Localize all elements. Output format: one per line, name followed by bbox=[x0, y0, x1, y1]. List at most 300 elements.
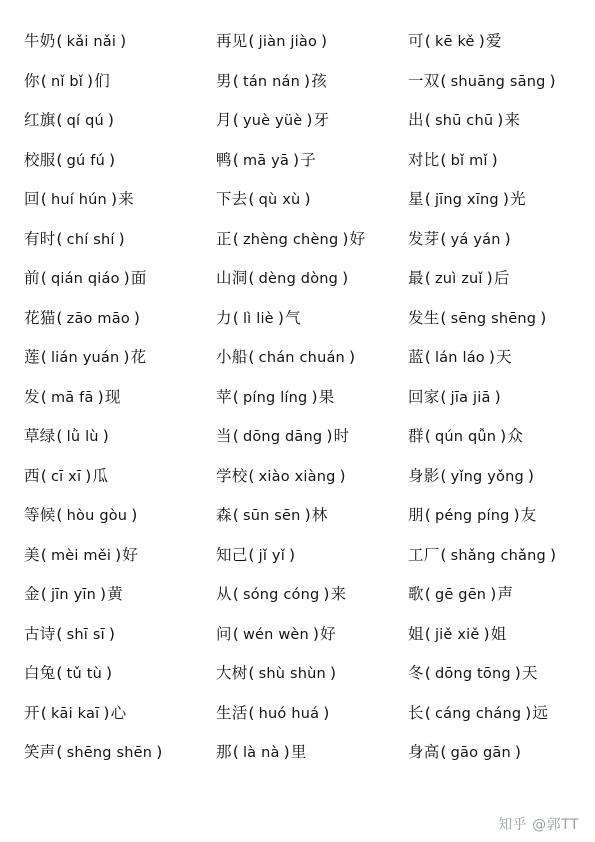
open-bracket: ( bbox=[232, 427, 239, 445]
chars-before: 朋 bbox=[408, 506, 424, 524]
worksheet-row bbox=[0, 575, 595, 615]
open-bracket: ( bbox=[232, 150, 239, 169]
chars-after: 时 bbox=[333, 427, 350, 445]
worksheet-row bbox=[0, 180, 595, 220]
pinyin-choices: sēng shēng bbox=[450, 310, 537, 327]
pinyin-choices: zuì zuǐ bbox=[434, 271, 483, 287]
word-item bbox=[24, 615, 116, 655]
open-bracket: ( bbox=[248, 269, 255, 287]
close-bracket: ) bbox=[497, 111, 504, 129]
open-bracket: ( bbox=[440, 308, 447, 327]
open-bracket: ( bbox=[424, 111, 431, 129]
word-item bbox=[24, 733, 163, 773]
word-item bbox=[24, 457, 108, 497]
chars-before: 西 bbox=[24, 466, 40, 485]
word-item bbox=[408, 62, 557, 102]
chars-before: 身高 bbox=[408, 743, 440, 761]
pinyin-choices: lì liè bbox=[242, 310, 274, 327]
open-bracket: ( bbox=[56, 743, 63, 761]
pinyin-choices: shū chū bbox=[434, 113, 494, 129]
close-bracket: ) bbox=[504, 229, 511, 248]
pinyin-choices: dōng dāng bbox=[242, 429, 323, 445]
open-bracket: ( bbox=[56, 624, 63, 643]
open-bracket: ( bbox=[440, 466, 447, 485]
chars-after: 光 bbox=[510, 190, 526, 208]
chars-after: 气 bbox=[285, 308, 301, 327]
worksheet-row bbox=[0, 496, 595, 536]
close-bracket: ) bbox=[277, 308, 285, 327]
close-bracket: ) bbox=[115, 545, 122, 564]
chars-after: 好 bbox=[349, 229, 366, 248]
word-item bbox=[24, 575, 123, 615]
chars-after: 后 bbox=[493, 269, 510, 287]
close-bracket: ) bbox=[494, 387, 501, 406]
word-item bbox=[216, 417, 349, 457]
chars-before: 正 bbox=[216, 229, 232, 248]
open-bracket: ( bbox=[424, 269, 431, 287]
open-bracket: ( bbox=[40, 348, 47, 366]
word-item bbox=[408, 496, 536, 536]
open-bracket: ( bbox=[232, 743, 239, 761]
worksheet-row bbox=[0, 615, 595, 655]
open-bracket: ( bbox=[440, 229, 447, 248]
chars-before: 有时 bbox=[24, 229, 56, 248]
pinyin-choices: cáng cháng bbox=[434, 705, 522, 722]
chars-before: 知己 bbox=[216, 545, 248, 564]
chars-after: 友 bbox=[520, 506, 537, 524]
open-bracket: ( bbox=[232, 506, 239, 524]
word-item bbox=[408, 259, 510, 299]
close-bracket: ) bbox=[329, 664, 337, 682]
close-bracket: ) bbox=[488, 348, 496, 366]
chars-before: 群 bbox=[408, 427, 424, 445]
close-bracket: ) bbox=[306, 111, 313, 129]
word-item bbox=[216, 180, 312, 220]
chars-after: 林 bbox=[311, 506, 328, 524]
pinyin-choices: nǐ bǐ bbox=[50, 73, 84, 90]
chars-after: 声 bbox=[497, 585, 514, 603]
open-bracket: ( bbox=[248, 703, 255, 722]
pinyin-choices: là nà bbox=[242, 745, 280, 761]
word-item bbox=[408, 417, 523, 457]
pinyin-choices: dōng tōng bbox=[434, 666, 511, 682]
open-bracket: ( bbox=[40, 545, 47, 564]
word-item bbox=[24, 62, 110, 102]
close-bracket: ) bbox=[288, 545, 296, 564]
pinyin-choices: kǎi nǎi bbox=[66, 34, 117, 50]
pinyin-choices: mèi měi bbox=[50, 547, 112, 564]
word-item bbox=[24, 220, 126, 260]
word-item bbox=[216, 575, 346, 615]
close-bracket: ) bbox=[549, 545, 557, 564]
word-item bbox=[408, 180, 526, 220]
word-item bbox=[216, 378, 334, 418]
word-item bbox=[216, 654, 337, 694]
word-item bbox=[216, 141, 316, 181]
open-bracket: ( bbox=[424, 664, 431, 682]
word-item bbox=[216, 220, 365, 260]
word-item bbox=[216, 694, 330, 734]
close-bracket: ) bbox=[514, 664, 522, 682]
chars-before: 从 bbox=[216, 585, 232, 603]
word-item bbox=[216, 22, 328, 62]
worksheet-row bbox=[0, 733, 595, 773]
pinyin-choices: jīn yīn bbox=[50, 587, 97, 603]
watermark: 知乎 @郭TT bbox=[498, 817, 579, 833]
chars-before: 身影 bbox=[408, 466, 440, 485]
chars-before: 山洞 bbox=[216, 269, 248, 287]
chars-after: 子 bbox=[300, 150, 316, 169]
word-item bbox=[216, 536, 296, 576]
pinyin-choices: kē kě bbox=[434, 34, 475, 50]
pinyin-choices: mā fā bbox=[50, 389, 94, 406]
open-bracket: ( bbox=[424, 32, 431, 50]
close-bracket: ) bbox=[120, 32, 127, 50]
word-item bbox=[216, 299, 301, 339]
close-bracket: ) bbox=[312, 624, 320, 643]
close-bracket: ) bbox=[326, 427, 333, 445]
pinyin-choices: jīng xīng bbox=[434, 192, 499, 208]
chars-before: 大树 bbox=[216, 664, 248, 682]
worksheet-row bbox=[0, 457, 595, 497]
open-bracket: ( bbox=[440, 743, 447, 761]
pinyin-choices: xiào xiàng bbox=[258, 468, 336, 485]
close-bracket: ) bbox=[123, 269, 130, 287]
pinyin-choices: huí hún bbox=[50, 192, 107, 208]
chars-after: 好 bbox=[320, 624, 336, 643]
chars-before: 白兔 bbox=[24, 664, 56, 682]
chars-after: 爱 bbox=[485, 32, 502, 50]
chars-after: 孩 bbox=[311, 71, 327, 90]
open-bracket: ( bbox=[424, 427, 431, 445]
pinyin-choices: qián qiáo bbox=[50, 271, 120, 287]
pinyin-choices: gāo gān bbox=[450, 745, 511, 761]
word-item bbox=[24, 259, 147, 299]
chars-before: 歌 bbox=[408, 585, 424, 603]
open-bracket: ( bbox=[56, 308, 63, 327]
open-bracket: ( bbox=[424, 703, 431, 722]
close-bracket: ) bbox=[486, 269, 493, 287]
open-bracket: ( bbox=[424, 624, 431, 643]
pinyin-choices: píng líng bbox=[242, 389, 308, 406]
open-bracket: ( bbox=[248, 190, 255, 208]
pinyin-choices: jǐ yǐ bbox=[258, 547, 285, 564]
chars-before: 校服 bbox=[24, 150, 56, 169]
close-bracket: ) bbox=[304, 506, 311, 524]
chars-before: 鸭 bbox=[216, 150, 232, 169]
open-bracket: ( bbox=[40, 585, 47, 603]
worksheet-row bbox=[0, 536, 595, 576]
close-bracket: ) bbox=[323, 585, 330, 603]
pinyin-choices: lián yuán bbox=[50, 350, 120, 366]
close-bracket: ) bbox=[339, 466, 346, 485]
worksheet-row bbox=[0, 654, 595, 694]
chars-before: 回 bbox=[24, 190, 40, 208]
word-item bbox=[408, 378, 502, 418]
word-item bbox=[24, 654, 113, 694]
open-bracket: ( bbox=[248, 32, 255, 50]
word-item bbox=[408, 694, 548, 734]
word-item bbox=[24, 101, 115, 141]
open-bracket: ( bbox=[232, 308, 239, 327]
word-item bbox=[24, 299, 141, 339]
close-bracket: ) bbox=[514, 743, 522, 761]
worksheet-row bbox=[0, 259, 595, 299]
close-bracket: ) bbox=[108, 150, 116, 169]
close-bracket: ) bbox=[110, 190, 118, 208]
close-bracket: ) bbox=[107, 111, 115, 129]
close-bracket: ) bbox=[100, 585, 107, 603]
word-item bbox=[216, 338, 356, 378]
close-bracket: ) bbox=[483, 624, 490, 643]
pinyin-choices: shǎng chǎng bbox=[450, 547, 546, 564]
pinyin-choices: huó huá bbox=[258, 705, 320, 722]
chars-before: 你 bbox=[24, 71, 40, 90]
word-item bbox=[216, 733, 307, 773]
pinyin-choices: mā yā bbox=[242, 152, 290, 169]
worksheet-row bbox=[0, 378, 595, 418]
close-bracket: ) bbox=[478, 32, 485, 50]
open-bracket: ( bbox=[56, 506, 63, 524]
pinyin-choices: sóng cóng bbox=[242, 587, 320, 603]
chars-before: 发 bbox=[24, 387, 40, 406]
word-item bbox=[24, 694, 126, 734]
chars-before: 生活 bbox=[216, 703, 248, 722]
word-item bbox=[408, 299, 547, 339]
word-item bbox=[24, 180, 134, 220]
pinyin-choices: shī sī bbox=[66, 626, 105, 643]
pinyin-choices: shù shùn bbox=[258, 666, 326, 682]
chars-before: 花猫 bbox=[24, 308, 56, 327]
open-bracket: ( bbox=[424, 585, 431, 603]
close-bracket: ) bbox=[283, 743, 290, 761]
pinyin-choices: wén wèn bbox=[242, 626, 309, 643]
word-item bbox=[216, 457, 347, 497]
chars-after: 黄 bbox=[107, 585, 123, 603]
word-item bbox=[408, 733, 522, 773]
worksheet-row bbox=[0, 101, 595, 141]
open-bracket: ( bbox=[56, 229, 63, 248]
chars-after: 来 bbox=[118, 190, 134, 208]
chars-before: 再见 bbox=[216, 32, 248, 50]
chars-before: 美 bbox=[24, 545, 40, 564]
close-bracket: ) bbox=[108, 624, 116, 643]
word-item bbox=[408, 457, 535, 497]
word-item bbox=[216, 101, 329, 141]
chars-before: 出 bbox=[408, 111, 424, 129]
pinyin-choices: kāi kaī bbox=[50, 705, 100, 722]
close-bracket: ) bbox=[502, 190, 510, 208]
word-item bbox=[216, 62, 327, 102]
open-bracket: ( bbox=[232, 71, 239, 90]
worksheet-row bbox=[0, 220, 595, 260]
chars-before: 当 bbox=[216, 427, 232, 445]
word-item bbox=[408, 101, 520, 141]
chars-after: 们 bbox=[94, 71, 110, 90]
chars-after: 好 bbox=[122, 545, 139, 564]
pinyin-choices: lǜ lù bbox=[66, 429, 99, 445]
open-bracket: ( bbox=[232, 387, 239, 406]
chars-before: 红旗 bbox=[24, 111, 56, 129]
chars-before: 莲 bbox=[24, 348, 40, 366]
chars-before: 一双 bbox=[408, 71, 440, 90]
worksheet-row bbox=[0, 694, 595, 734]
open-bracket: ( bbox=[56, 150, 63, 169]
open-bracket: ( bbox=[440, 545, 447, 564]
chars-after: 远 bbox=[532, 703, 549, 722]
word-item bbox=[408, 615, 506, 655]
chars-after: 心 bbox=[110, 703, 127, 722]
pinyin-choices: zāo māo bbox=[66, 310, 130, 327]
close-bracket: ) bbox=[323, 703, 330, 722]
word-item bbox=[216, 615, 336, 655]
chars-after: 姐 bbox=[490, 624, 507, 643]
pinyin-choices: yuè yüè bbox=[242, 113, 303, 129]
pinyin-choices: péng píng bbox=[434, 508, 510, 524]
chars-before: 男 bbox=[216, 71, 232, 90]
chars-before: 草绿 bbox=[24, 427, 56, 445]
close-bracket: ) bbox=[342, 269, 349, 287]
close-bracket: ) bbox=[540, 308, 547, 327]
chars-before: 小船 bbox=[216, 348, 248, 366]
open-bracket: ( bbox=[232, 111, 239, 129]
chars-before: 姐 bbox=[408, 624, 424, 643]
chars-before: 蓝 bbox=[408, 348, 424, 366]
open-bracket: ( bbox=[248, 348, 255, 366]
open-bracket: ( bbox=[40, 190, 47, 208]
open-bracket: ( bbox=[40, 71, 47, 90]
chars-after: 天 bbox=[522, 664, 538, 682]
pinyin-choices: shēng shēn bbox=[66, 745, 153, 761]
word-item bbox=[24, 141, 116, 181]
pinyin-choices: qí qú bbox=[66, 113, 104, 129]
pinyin-choices: qún qǚn bbox=[434, 429, 497, 445]
open-bracket: ( bbox=[56, 664, 63, 682]
chars-before: 最 bbox=[408, 269, 424, 287]
pinyin-choices: gú fú bbox=[66, 152, 105, 169]
worksheet-row bbox=[0, 417, 595, 457]
pinyin-choices: dèng dòng bbox=[258, 271, 339, 287]
open-bracket: ( bbox=[56, 32, 63, 50]
worksheet-row bbox=[0, 141, 595, 181]
worksheet-row bbox=[0, 299, 595, 339]
pinyin-choices: lán láo bbox=[434, 350, 485, 366]
chars-before: 前 bbox=[24, 269, 40, 287]
pinyin-choices: chí shí bbox=[66, 231, 115, 248]
close-bracket: ) bbox=[490, 585, 497, 603]
pinyin-choices: yǐng yǒng bbox=[450, 468, 524, 485]
word-item bbox=[24, 536, 138, 576]
pinyin-choices: bǐ mǐ bbox=[450, 152, 488, 169]
chars-before: 发生 bbox=[408, 308, 440, 327]
pinyin-choices: jiě xiě bbox=[434, 626, 480, 643]
chars-after: 花 bbox=[130, 348, 147, 366]
chars-before: 学校 bbox=[216, 466, 248, 485]
close-bracket: ) bbox=[102, 427, 109, 445]
chars-before: 可 bbox=[408, 32, 424, 50]
close-bracket: ) bbox=[85, 466, 92, 485]
chars-before: 下去 bbox=[216, 190, 248, 208]
close-bracket: ) bbox=[342, 229, 349, 248]
chars-before: 星 bbox=[408, 190, 424, 208]
open-bracket: ( bbox=[440, 150, 447, 169]
pinyin-choices: yá yán bbox=[450, 231, 501, 248]
pinyin-choices: shuāng sāng bbox=[450, 73, 546, 90]
chars-after: 里 bbox=[290, 743, 307, 761]
chars-after: 面 bbox=[130, 269, 147, 287]
open-bracket: ( bbox=[232, 624, 239, 643]
pinyin-choices: jiàn jiào bbox=[258, 34, 318, 50]
word-item bbox=[408, 338, 512, 378]
chars-before: 牛奶 bbox=[24, 32, 56, 50]
word-item bbox=[24, 378, 121, 418]
open-bracket: ( bbox=[40, 387, 47, 406]
pinyin-choices: zhèng chèng bbox=[242, 231, 339, 248]
chars-before: 金 bbox=[24, 585, 40, 603]
close-bracket: ) bbox=[87, 71, 94, 90]
worksheet-row bbox=[0, 62, 595, 102]
word-item bbox=[408, 22, 502, 62]
chars-after: 瓜 bbox=[92, 466, 109, 485]
chars-before: 问 bbox=[216, 624, 232, 643]
chars-before: 回家 bbox=[408, 387, 440, 406]
open-bracket: ( bbox=[424, 348, 431, 366]
open-bracket: ( bbox=[440, 71, 447, 90]
chars-before: 月 bbox=[216, 111, 232, 129]
close-bracket: ) bbox=[321, 32, 328, 50]
pinyin-choices: chán chuán bbox=[258, 350, 345, 366]
chars-before: 长 bbox=[408, 703, 424, 722]
close-bracket: ) bbox=[123, 348, 130, 366]
word-item bbox=[408, 220, 512, 260]
chars-before: 森 bbox=[216, 506, 232, 524]
close-bracket: ) bbox=[106, 664, 113, 682]
close-bracket: ) bbox=[500, 427, 507, 445]
open-bracket: ( bbox=[424, 506, 431, 524]
open-bracket: ( bbox=[232, 229, 239, 248]
open-bracket: ( bbox=[232, 585, 239, 603]
close-bracket: ) bbox=[118, 229, 125, 248]
chars-before: 工厂 bbox=[408, 545, 440, 564]
close-bracket: ) bbox=[348, 348, 356, 366]
close-bracket: ) bbox=[103, 703, 110, 722]
open-bracket: ( bbox=[440, 387, 447, 406]
worksheet-row bbox=[0, 338, 595, 378]
word-item bbox=[24, 22, 127, 62]
close-bracket: ) bbox=[311, 387, 318, 406]
open-bracket: ( bbox=[40, 703, 47, 722]
word-item bbox=[408, 654, 538, 694]
chars-before: 对比 bbox=[408, 150, 440, 169]
chars-before: 冬 bbox=[408, 664, 424, 682]
word-item bbox=[216, 496, 328, 536]
close-bracket: ) bbox=[491, 150, 498, 169]
chars-before: 发芽 bbox=[408, 229, 440, 248]
open-bracket: ( bbox=[56, 427, 63, 445]
close-bracket: ) bbox=[97, 387, 104, 406]
close-bracket: ) bbox=[549, 71, 556, 90]
pinyin-choices: qù xù bbox=[258, 192, 301, 208]
chars-after: 牙 bbox=[313, 111, 330, 129]
open-bracket: ( bbox=[56, 111, 63, 129]
close-bracket: ) bbox=[513, 506, 520, 524]
word-item bbox=[408, 575, 513, 615]
pinyin-choices: hòu gòu bbox=[66, 508, 128, 524]
word-item bbox=[216, 259, 349, 299]
pinyin-choices: tán nán bbox=[242, 73, 300, 90]
close-bracket: ) bbox=[304, 190, 311, 208]
chars-before: 力 bbox=[216, 308, 232, 327]
